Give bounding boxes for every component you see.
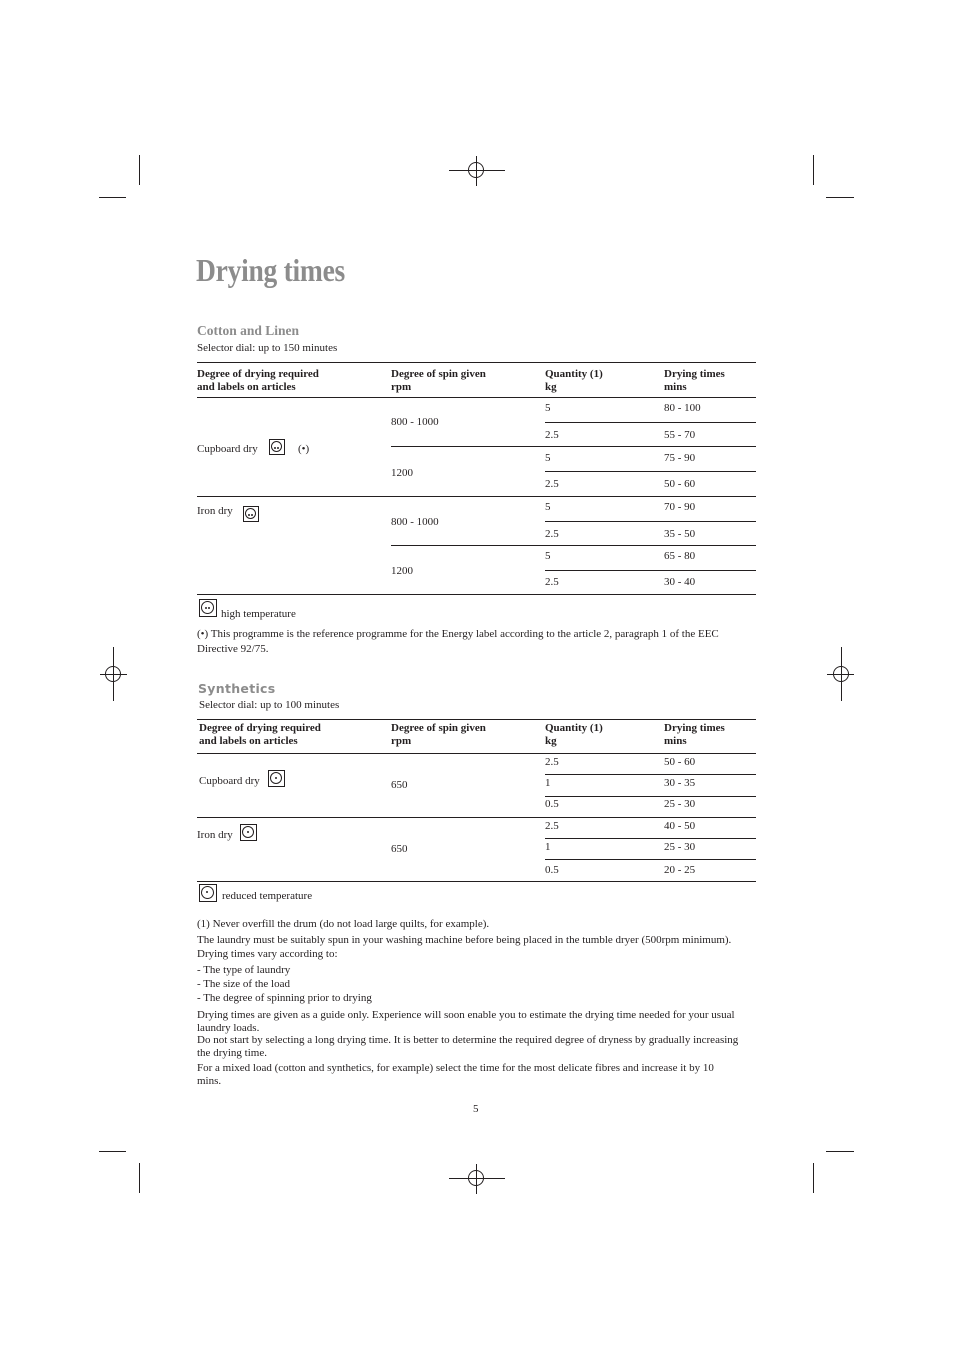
quantity-cell: 0.5 [545,798,559,810]
section-heading-cotton: Cotton and Linen [197,323,300,338]
time-cell: 70 - 90 [664,501,696,513]
header-spin: Degree of spin given rpm [391,368,486,393]
spin-value: 650 [391,779,408,791]
spin-value: 800 - 1000 [391,416,439,428]
quantity-cell: 5 [545,550,551,562]
header-spin: Degree of spin given rpm [391,722,486,747]
quantity-cell: 0.5 [545,864,559,876]
crop-mark [826,197,854,198]
one-dot-symbol-icon [268,770,285,787]
row-rule [391,545,756,546]
time-cell: 20 - 25 [664,864,696,876]
time-cell: 30 - 35 [664,777,696,789]
one-dot-symbol-icon [199,884,217,902]
registration-mark [833,666,849,682]
time-cell: 25 - 30 [664,841,696,853]
header-bottom-rule [197,397,756,398]
quantity-cell: 5 [545,501,551,513]
row-rule [545,838,756,839]
quantity-cell: 2.5 [545,820,559,832]
spin-value: 1200 [391,467,413,479]
quantity-cell: 5 [545,402,551,414]
quantity-cell: 1 [545,841,551,853]
selector-dial-cotton: Selector dial: up to 150 minutes [197,342,338,354]
two-dot-symbol-icon [199,599,217,617]
header-bottom-rule [197,753,756,754]
time-cell: 35 - 50 [664,528,696,540]
row-rule [545,422,756,423]
header-drying-times: Drying times mins [664,368,725,393]
cupboard-dry-label: Cupboard dry [199,775,260,787]
note-overfill: (1) Never overfill the drum (do not load large quilts, for example). [197,918,490,930]
quantity-cell: 5 [545,452,551,464]
time-cell: 80 - 100 [664,402,701,414]
header-degree-drying: Degree of drying required and labels on articles [197,368,319,393]
iron-dry-label: Iron dry [197,505,233,517]
legend-reduced-temperature: reduced temperature [222,890,313,902]
list-item: - The degree of spinning prior to drying [197,992,372,1004]
header-quantity: Quantity (1) kg [545,722,603,747]
time-cell: 75 - 90 [664,452,696,464]
row-rule [391,446,756,447]
table-bottom-rule [197,594,756,595]
quantity-cell: 2.5 [545,429,559,441]
one-dot-symbol-icon [240,824,257,841]
spin-value: 1200 [391,565,413,577]
table-bottom-rule [197,881,756,882]
crop-mark [139,1163,140,1193]
section-heading-synthetics: Synthetics [198,681,276,696]
quantity-cell: 1 [545,777,551,789]
crop-mark [139,155,140,185]
row-rule [545,570,756,571]
reference-marker: (•) [298,443,310,455]
quantity-cell: 2.5 [545,478,559,490]
registration-mark [105,666,121,682]
table-top-rule [197,719,756,720]
quantity-cell: 2.5 [545,756,559,768]
row-rule [197,817,756,818]
time-cell: 65 - 80 [664,550,696,562]
two-dot-symbol-icon [269,439,285,455]
list-item: - The size of the load [197,978,290,990]
note-guide: Drying times are given as a guide only. Experience will soon enable you to estimate the drying time needed for your usual laundry loads. Do not start by selecting a long drying time. It is better to determine the required degree of dryness by gradually increasing the drying time. [197,1009,739,1059]
note-mixed-load: For a mixed load (cotton and synthetics, for example) select the time for the most delicate fibres and increase it by 10 mins. [197,1062,714,1087]
two-dot-symbol-icon [243,506,259,522]
crop-mark [99,197,126,198]
crop-mark [99,1151,126,1152]
spin-value: 800 - 1000 [391,516,439,528]
header-drying-times: Drying times mins [664,722,725,747]
page-title: Drying times [196,252,346,288]
time-cell: 40 - 50 [664,820,696,832]
cupboard-dry-label: Cupboard dry [197,443,258,455]
time-cell: 30 - 40 [664,576,696,588]
row-rule [545,796,756,797]
crop-mark [826,1151,854,1152]
row-rule [197,496,756,497]
table-top-rule [197,362,756,363]
registration-mark [468,1170,484,1186]
header-quantity: Quantity (1) kg [545,368,603,393]
time-cell: 55 - 70 [664,429,696,441]
quantity-cell: 2.5 [545,528,559,540]
time-cell: 25 - 30 [664,798,696,810]
spin-value: 650 [391,843,408,855]
quantity-cell: 2.5 [545,576,559,588]
crop-mark [813,1163,814,1193]
note-spin: The laundry must be suitably spun in your washing machine before being placed in the tumble dryer (500rpm minimum). Drying times vary according to: [197,934,732,960]
row-rule [545,521,756,522]
header-degree-drying: Degree of drying required and labels on articles [199,722,321,747]
time-cell: 50 - 60 [664,756,696,768]
iron-dry-label: Iron dry [197,829,233,841]
legend-high-temperature: high temperature [221,608,296,620]
crop-mark [813,155,814,185]
page-number: 5 [473,1103,479,1115]
time-cell: 50 - 60 [664,478,696,490]
row-rule [545,859,756,860]
list-item: - The type of laundry [197,964,291,976]
row-rule [545,774,756,775]
row-rule [545,471,756,472]
selector-dial-synthetics: Selector dial: up to 100 minutes [199,699,340,711]
registration-mark [468,162,484,178]
reference-note: (•) This programme is the reference programme for the Energy label according to the article 2, paragraph 1 of the EEC Directive 92/75. [197,628,719,655]
